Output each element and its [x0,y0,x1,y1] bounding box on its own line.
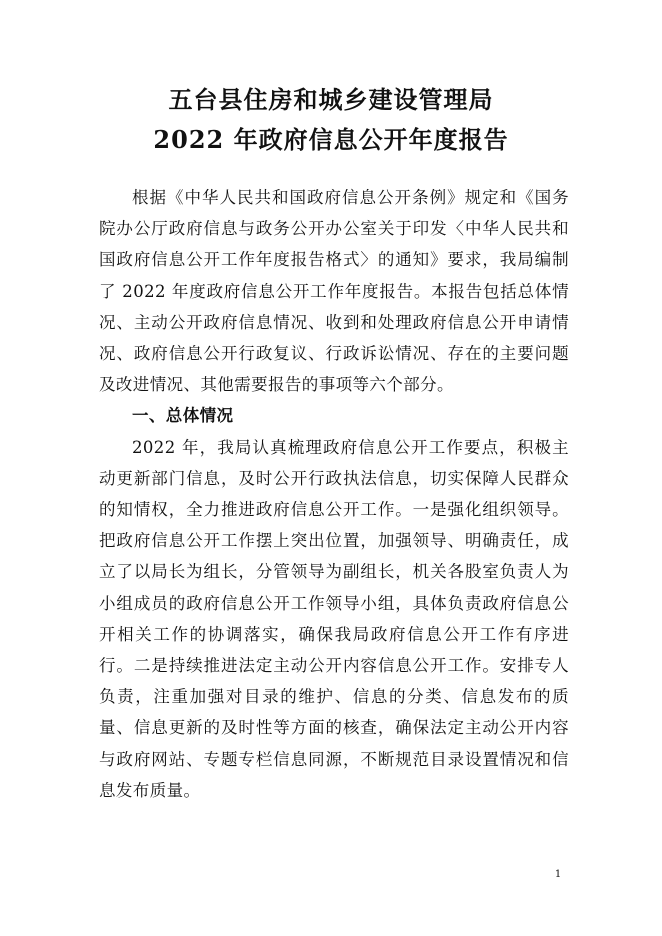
document-title [0,80,662,160]
intro-paragraph: 根据《中华人民共和国政府信息公开条例》规定和《国务院办公厅政府信息与政务公开办公室关于印发〈中华人民共和国政府信息公开工作年度报告格式〉的通知》要求，我局编制了 2022 年度政府信息公开工作年度报告。本报告包括总体情况、主动公开政府信息情况、收到和处理政府信息公开申请情况、政府信息公开行政复议、行政诉讼情况、存在的主要问题及改进情况、其他需要报告的事项等六个部分。 [99,188,569,395]
page-number: 1 [554,869,562,880]
title-line-1: 五台县住房和城乡建设管理局 [168,85,494,114]
title-line-2: 2022 年政府信息公开年度报告 [153,125,509,154]
overview-paragraph: 2022 年，我局认真梳理政府信息公开工作要点，积极主动更新部门信息，及时公开行政执法信息，切实保障人民群众的知情权，全力推进政府信息公开工作。一是强化组织领导。把政府信息公开工作摆上突出位置，加强领导、明确责任，成立了以局长为组长，分管领导为副组长，机关各股室负责人为小组成员的政府信息公开工作领导小组，具体负责政府信息公开相关工作的协调落实，确保我局政府信息公开工作有序进行。二是持续推进法定主动公开内容信息公开工作。安排专人负责，注重加强对目录的维护、信息的分类、信息发布的质量、信息更新的及时性等方面的核查，确保法定主动公开内容与政府网站、专题专栏信息同源，不断规范目录设置情况和信息发布质量。 [99,437,569,800]
document-body [99,182,569,806]
section-heading-overview: 一、总体情况 [132,406,234,426]
